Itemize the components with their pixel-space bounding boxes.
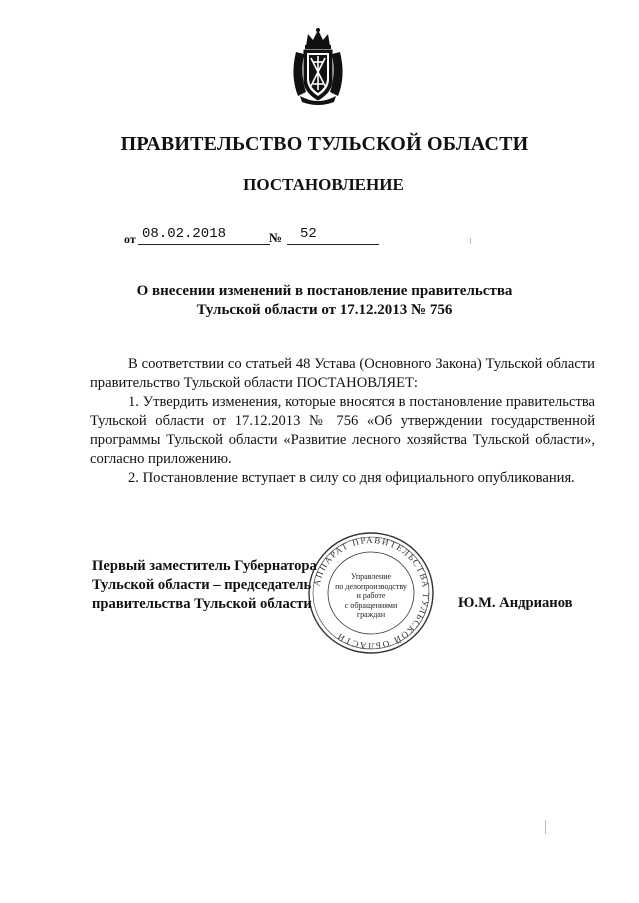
decree-date-number — [124, 226, 484, 248]
signatory-position — [92, 557, 317, 614]
position-line-2: Тульской области – председатель — [92, 577, 312, 593]
subject-line-2: Тульской области от 17.12.2013 № 756 — [196, 302, 453, 318]
decree-body — [90, 355, 595, 488]
number-label: № — [269, 230, 283, 245]
coat-of-arms-emblem — [286, 26, 350, 106]
scan-mark — [470, 238, 471, 244]
number-underline — [287, 244, 379, 245]
scan-mark — [545, 820, 546, 834]
seal-inner-text: Управление по делопроизводству и работе с обращениями граждан — [335, 572, 407, 619]
signatory-name: Ю.М. Андрианов — [458, 595, 573, 611]
decree-number: 52 — [300, 226, 317, 242]
document-type-heading: ПОСТАНОВЛЕНИЕ — [243, 175, 404, 194]
government-title: ПРАВИТЕЛЬСТВО ТУЛЬСКОЙ ОБЛАСТИ — [120, 133, 529, 155]
date-underline — [138, 244, 270, 245]
subject-line-1: О внесении изменений в постановление правительства — [136, 283, 513, 299]
preamble-paragraph: В соответствии со статьей 48 Устава (Основного Закона) Тульской области правительство Тульской области ПОСТАНОВЛЯЕТ: — [90, 356, 595, 391]
position-line-1: Первый заместитель Губернатора — [92, 558, 317, 574]
decree-subject — [0, 282, 639, 320]
official-seal — [306, 530, 436, 656]
item-1-paragraph: 1. Утвердить изменения, которые вносятся в постановление правительства Тульской области от 17.12.2013 № 756 «Об утверждении государственной программы Тульской области «Развитие лесного хозяйства Тульской области», согласно приложению. — [90, 394, 595, 467]
decree-date: 08.02.2018 — [142, 226, 227, 242]
position-line-3: правительства Тульской области — [92, 596, 312, 612]
seal-ring-text: АППАРАТ ПРАВИТЕЛЬСТВА ТУЛЬСКОЙ ОБЛАСТИ — [311, 534, 432, 652]
item-2-paragraph: 2. Постановление вступает в силу со дня официального опубликования. — [128, 470, 575, 486]
date-label: от — [124, 232, 136, 246]
